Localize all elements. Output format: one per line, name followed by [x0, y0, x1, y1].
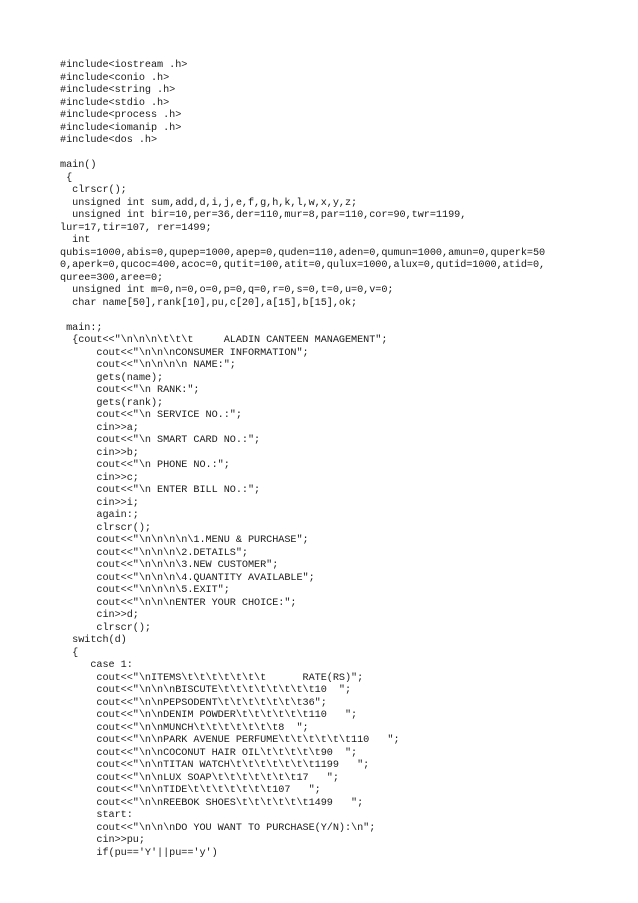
code-line: cin>>d; — [60, 610, 139, 621]
code-line: cout<<"\n\n\n\2.DETAILS"; — [60, 547, 248, 559]
code-line: main() — [60, 160, 97, 171]
code-line: cout<<"\n\n\n\3.NEW CUSTOMER"; — [60, 560, 279, 571]
code-line: cout<<"\n\nTIDE\t\t\t\t\t\t\t107 "; — [60, 785, 321, 796]
code-line: cout<<"\n\n\n\4.QUANTITY AVAILABLE"; — [60, 572, 315, 584]
code-line: main:; — [60, 322, 103, 334]
code-line: cin>>pu; — [60, 835, 145, 846]
code-line: 0,aperk=0,qucoc=400,acoc=0,qutit=100,atit=0,qulux=1000,alux=0,qutid=1000,atid=0, — [60, 260, 546, 271]
code-line: cout<<"\n\nTITAN WATCH\t\t\t\t\t\t\t1199 "; — [60, 760, 370, 771]
code-line: #include<iomanip .h> — [60, 122, 182, 134]
code-line: switch(d) — [60, 635, 127, 646]
source-code-listing — [60, 60, 620, 860]
code-line: cout<<"\nITEMS\t\t\t\t\t\t\t RATE(RS)"; — [60, 672, 364, 684]
code-line: case 1: — [60, 660, 133, 671]
code-line: gets(name); — [60, 372, 164, 384]
code-line: cout<<"\n\nPARK AVENUE PERFUME\t\t\t\t\t\t110 "; — [60, 735, 400, 746]
code-line: cout<<"\n\n\n\n\1.MENU & PURCHASE"; — [60, 535, 309, 546]
code-line: cin>>c; — [60, 472, 139, 484]
code-line: #include<dos .h> — [60, 135, 158, 146]
code-line: { — [60, 172, 73, 184]
code-line: cout<<"\n\n\nDO YOU WANT TO PURCHASE(Y/N):\n"; — [60, 822, 376, 834]
code-line: cout<<"\n\nDENIM POWDER\t\t\t\t\t\t110 "; — [60, 710, 358, 721]
code-line: #include<iostream .h> — [60, 60, 188, 71]
code-line: lur=17,tir=107, rer=1499; — [60, 222, 212, 234]
code-line: { — [60, 647, 79, 659]
code-line: unsigned int m=0,n=0,o=0,p=0,q=0,r=0,s=0,t=0,u=0,v=0; — [60, 285, 394, 296]
code-line: #include<process .h> — [60, 110, 182, 121]
code-line — [60, 310, 620, 323]
code-line: cout<<"\n PHONE NO.:"; — [60, 460, 230, 471]
code-line: gets(rank); — [60, 397, 164, 409]
code-line: cin>>i; — [60, 497, 139, 509]
code-line: cout<<"\n\n\nBISCUTE\t\t\t\t\t\t\t\t10 "; — [60, 685, 352, 696]
code-line: cin>>b; — [60, 447, 139, 459]
code-line: quree=300,aree=0; — [60, 272, 164, 284]
code-line: cout<<"\n ENTER BILL NO.:"; — [60, 485, 261, 496]
code-line: #include<conio .h> — [60, 72, 170, 84]
code-line: cout<<"\n\n\nENTER YOUR CHOICE:"; — [60, 597, 297, 609]
code-line: clrscr(); — [60, 185, 127, 196]
code-line: again:; — [60, 510, 139, 521]
code-line: cout<<"\n\nREEBOK SHOES\t\t\t\t\t\t1499 "; — [60, 797, 364, 809]
code-line: cout<<"\n RANK:"; — [60, 385, 200, 396]
code-line: cin>>a; — [60, 422, 139, 434]
code-line: #include<string .h> — [60, 85, 176, 96]
code-line: #include<stdio .h> — [60, 97, 170, 109]
code-line: cout<<"\n\n\nCONSUMER INFORMATION"; — [60, 347, 309, 359]
code-line: clrscr(); — [60, 522, 151, 534]
code-line: unsigned int sum,add,d,i,j,e,f,g,h,k,l,w,x,y,z; — [60, 197, 358, 209]
code-line: qubis=1000,abis=0,qupep=1000,apep=0,quden=110,aden=0,qumun=1000,amun=0,quperk=50 — [60, 247, 546, 259]
code-line: cout<<"\n\nCOCONUT HAIR OIL\t\t\t\t\t90 "; — [60, 747, 358, 759]
code-line: unsigned int bir=10,per=36,der=110,mur=8,par=110,cor=90,twr=1199, — [60, 210, 467, 221]
code-line: int — [60, 235, 91, 246]
code-line: cout<<"\n\nLUX SOAP\t\t\t\t\t\t\t17 "; — [60, 772, 339, 784]
code-line: cout<<"\n\n\n\n NAME:"; — [60, 360, 236, 371]
code-line: cout<<"\n\nMUNCH\t\t\t\t\t\t\t8 "; — [60, 722, 309, 734]
code-line: clrscr(); — [60, 622, 151, 634]
code-line: cout<<"\n SERVICE NO.:"; — [60, 410, 242, 421]
code-line: {cout<<"\n\n\n\t\t\t ALADIN CANTEEN MANAGEMENT"; — [60, 335, 388, 346]
code-line: if(pu=='Y'||pu=='y') — [60, 847, 218, 859]
code-line: cout<<"\n\nPEPSODENT\t\t\t\t\t\t\t36"; — [60, 697, 327, 709]
code-line: char name[50],rank[10],pu,c[20],a[15],b[15],ok; — [60, 297, 358, 309]
code-line: cout<<"\n SMART CARD NO.:"; — [60, 435, 261, 446]
code-line: cout<<"\n\n\n\5.EXIT"; — [60, 585, 230, 596]
code-line — [60, 148, 620, 161]
code-line: start: — [60, 810, 133, 821]
